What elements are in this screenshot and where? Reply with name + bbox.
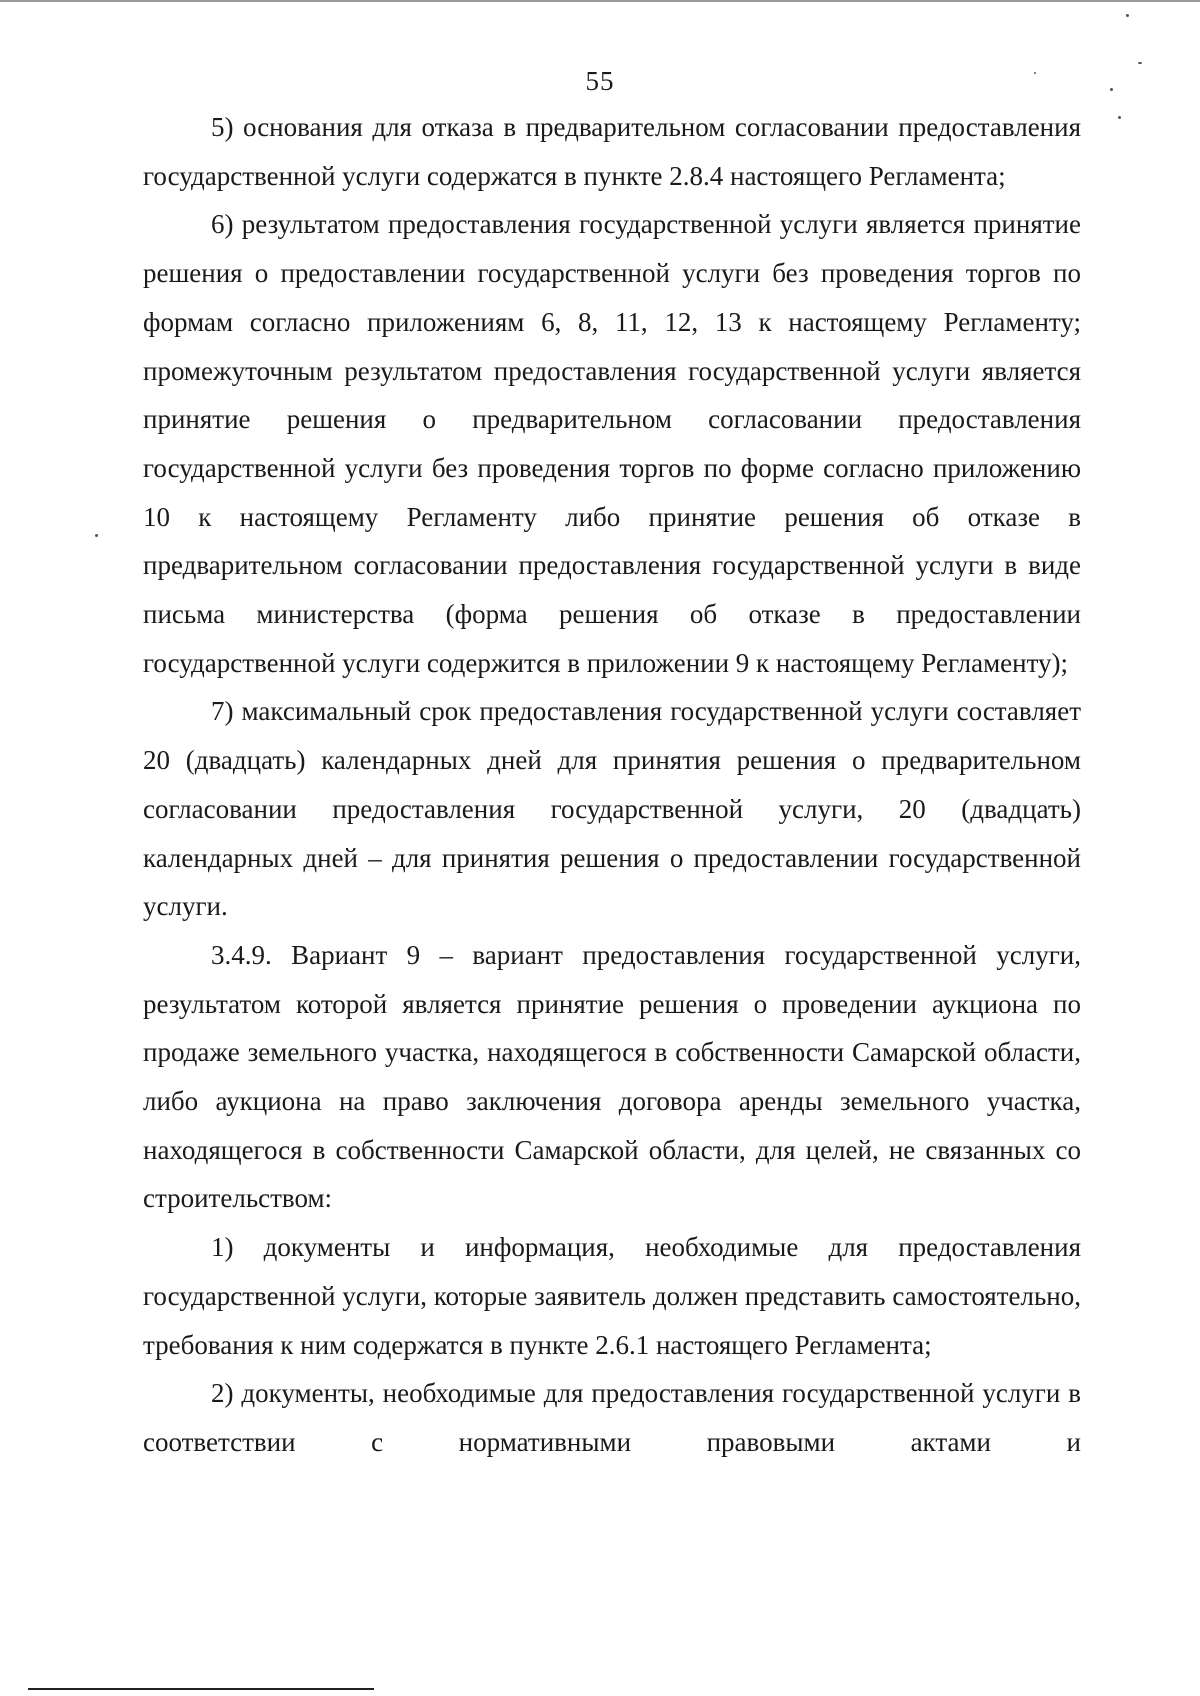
- scan-speck: [1138, 62, 1142, 64]
- scan-top-edge: [0, 0, 1200, 2]
- paragraph-item-5: 5) основания для отказа в предварительном согласовании предоставления государственной услуги содержатся в пункте 2.8.4 настоящего Регламента;: [143, 112, 1081, 191]
- paragraph-item-1: 1) документы и информация, необходимые для предоставления государственной услуги, которые заявитель должен представить самостоятельно, требования к ним содержатся в пункте 2.6.1 настоящего Регламента;: [143, 1232, 1081, 1360]
- paragraph-item-6: 6) результатом предоставления государственной услуги является принятие решения о предоставлении государственной услуги без проведения торгов по формам согласно приложениям 6, 8, 11, 12, 13 к настоящему Регламенту; промежуточным результатом предоставления государственной услуги является принятие решения о предварительном согласовании предоставления государственной услуги без проведения торгов по форме согласно приложению 10 к настоящему Регламенту либо принятие решения об отказе в предварительном согласовании предоставления государственной услуги в виде письма министерства (форма решения об отказе в предоставлении государственной услуги содержится в приложении 9 к настоящему Регламенту);: [143, 209, 1081, 678]
- page-number: 55: [585, 66, 615, 96]
- paragraph-section-3-4-9: 3.4.9. Вариант 9 – вариант предоставления государственной услуги, результатом которой является принятие решения о проведении аукциона по продаже земельного участка, находящегося в собственности Самарской области, либо аукциона на право заключения договора аренды земельного участка, находящегося в собственности Самарской области, для целей, не связанных со строительством:: [143, 939, 1081, 1214]
- scan-speck: [95, 534, 98, 537]
- paragraph-item-7: 7) максимальный срок предоставления государственной услуги составляет 20 (двадцать) календарных дней для принятия решения о предварительном согласовании предоставления государственной услуги, 20 (двадцать) календарных дней – для принятия решения о предоставлении государственной услуги.: [143, 696, 1081, 922]
- footnote-rule: [28, 1688, 374, 1690]
- scan-speck: [1034, 72, 1036, 74]
- document-body: [143, 103, 1081, 1467]
- scan-speck: [1118, 116, 1121, 119]
- scan-speck: [1110, 88, 1113, 91]
- paragraph-item-2: 2) документы, необходимые для предоставления государственной услуги в соответствии с нормативными правовыми актами и: [143, 1378, 1081, 1457]
- scan-speck: [1126, 14, 1129, 17]
